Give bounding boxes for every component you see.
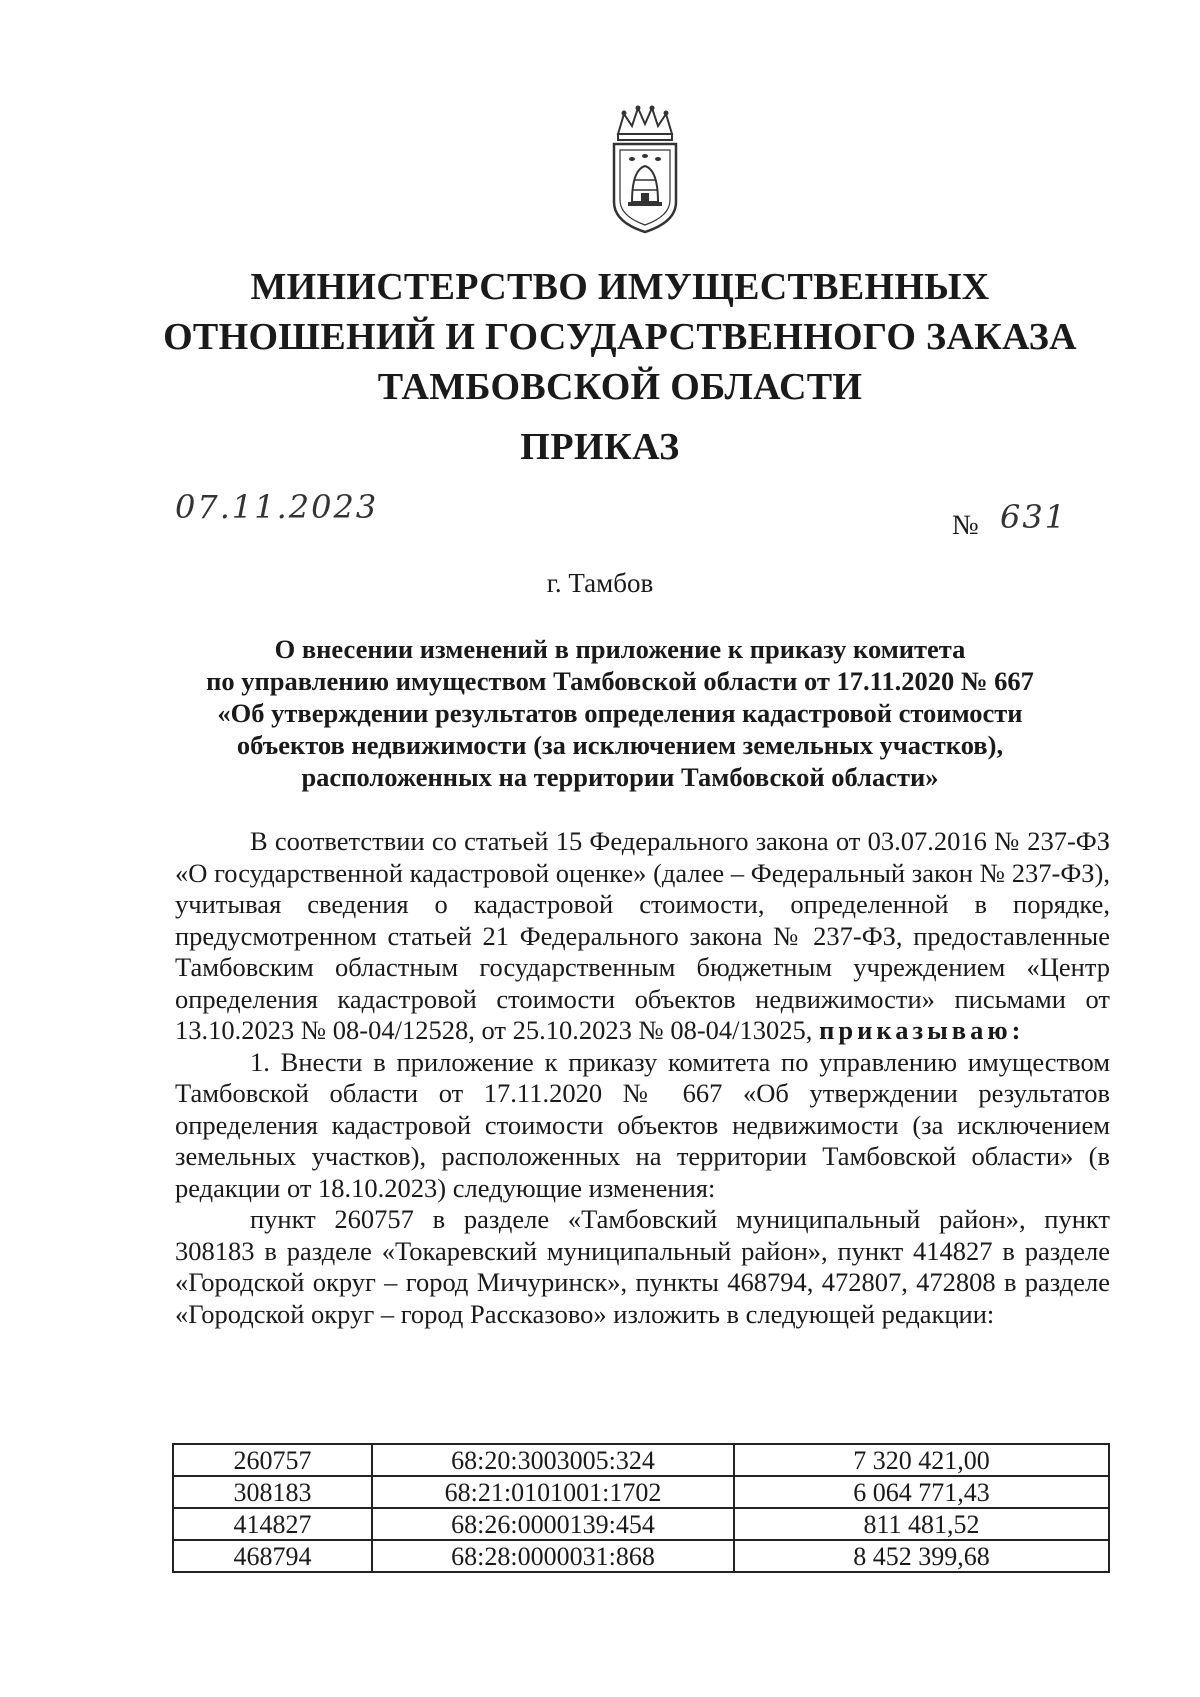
- handwritten-number: 631: [1000, 498, 1068, 536]
- cadastral-value-cell: 8 452 399,68: [734, 1540, 1109, 1572]
- tambov-coat-of-arms-icon: [604, 104, 686, 236]
- order-word: приказываю:: [819, 1015, 1025, 1045]
- ministry-line-1: МИНИСТЕРСТВО ИМУЩЕСТВЕННЫХ: [250, 266, 990, 308]
- cadastral-number-cell: 68:28:0000031:868: [372, 1540, 734, 1572]
- cadastral-value-cell: 811 481,52: [734, 1508, 1109, 1540]
- item-1-paragraph: 1. Внести в приложение к приказу комитета по управлению имуществом Тамбовской области от 17.11.2020 № 667 «Об утверждении результатов определения кадастровой стоимости объектов недвижимости (за исключением земельных участков), расположенных на территории Тамбовской области» (в редакции от 18.10.2023) следующие изменения:: [175, 1046, 1110, 1203]
- ministry-line-3: ТАМБОВСКОЙ ОБЛАСТИ: [377, 366, 863, 408]
- subject-line-4: объектов недвижимости (за исключением земельных участков),: [236, 730, 1004, 760]
- item-number-cell: 414827: [173, 1508, 372, 1540]
- table-row: [173, 1508, 1109, 1540]
- document-body: [175, 826, 1110, 1330]
- item-number-cell: 468794: [173, 1540, 372, 1572]
- handwritten-date: 07.11.2023: [175, 488, 379, 526]
- document-subject: [150, 633, 1090, 793]
- ministry-name: [150, 262, 1090, 412]
- cadastral-value-cell: 6 064 771,43: [734, 1476, 1109, 1508]
- cadastral-number-cell: 68:26:0000139:454: [372, 1508, 734, 1540]
- table-row: [173, 1476, 1109, 1508]
- preamble-paragraph: [175, 826, 1110, 1047]
- cadastral-values-table: [172, 1443, 1110, 1573]
- cadastral-number-cell: 68:21:0101001:1702: [372, 1476, 734, 1508]
- preamble-text: В соответствии со статьей 15 Федерального закона от 03.07.2016 № 237-ФЗ «О государственной кадастровой оценке» (далее – Федеральный закон № 237-ФЗ), учитывая сведения о кадастровой стоимости, определенной в порядке, предусмотренном статьей 21 Федерального закона № 237-ФЗ, предоставленные Тамбовским областным государственным бюджетным учреждением «Центр определения кадастровой стоимости объектов недвижимости» письмами от 13.10.2023 № 08-04/12528, от 25.10.2023 № 08-04/13025,: [175, 826, 1110, 1045]
- subject-line-1: О внесении изменений в приложение к приказу комитета: [274, 634, 966, 664]
- subject-line-5: расположенных на территории Тамбовской области»: [301, 762, 939, 792]
- table-row: [173, 1540, 1109, 1572]
- city: г. Тамбов: [546, 568, 654, 598]
- document-type: ПРИКАЗ: [520, 426, 680, 468]
- cadastral-number-cell: 68:20:3003005:324: [372, 1444, 734, 1476]
- subject-line-3: «Об утверждении результатов определения кадастровой стоимости: [217, 698, 1023, 728]
- item-number-cell: 260757: [173, 1444, 372, 1476]
- subject-line-2: по управлению имуществом Тамбовской области от 17.11.2020 № 667: [206, 666, 1034, 696]
- table-row: [173, 1444, 1109, 1476]
- ministry-line-2: ОТНОШЕНИЙ И ГОСУДАРСТВЕННОГО ЗАКАЗА: [163, 316, 1077, 358]
- item-1-detail-paragraph: пункт 260757 в разделе «Тамбовский муниципальный район», пункт 308183 в разделе «Токаревский муниципальный район», пункт 414827 в разделе «Городской округ – город Мичуринск», пункты 468794, 472807, 472808 в разделе «Городской округ – город Рассказово» изложить в следующей редакции:: [175, 1204, 1110, 1329]
- item-number-cell: 308183: [173, 1476, 372, 1508]
- number-label: №: [952, 510, 979, 541]
- cadastral-value-cell: 7 320 421,00: [734, 1444, 1109, 1476]
